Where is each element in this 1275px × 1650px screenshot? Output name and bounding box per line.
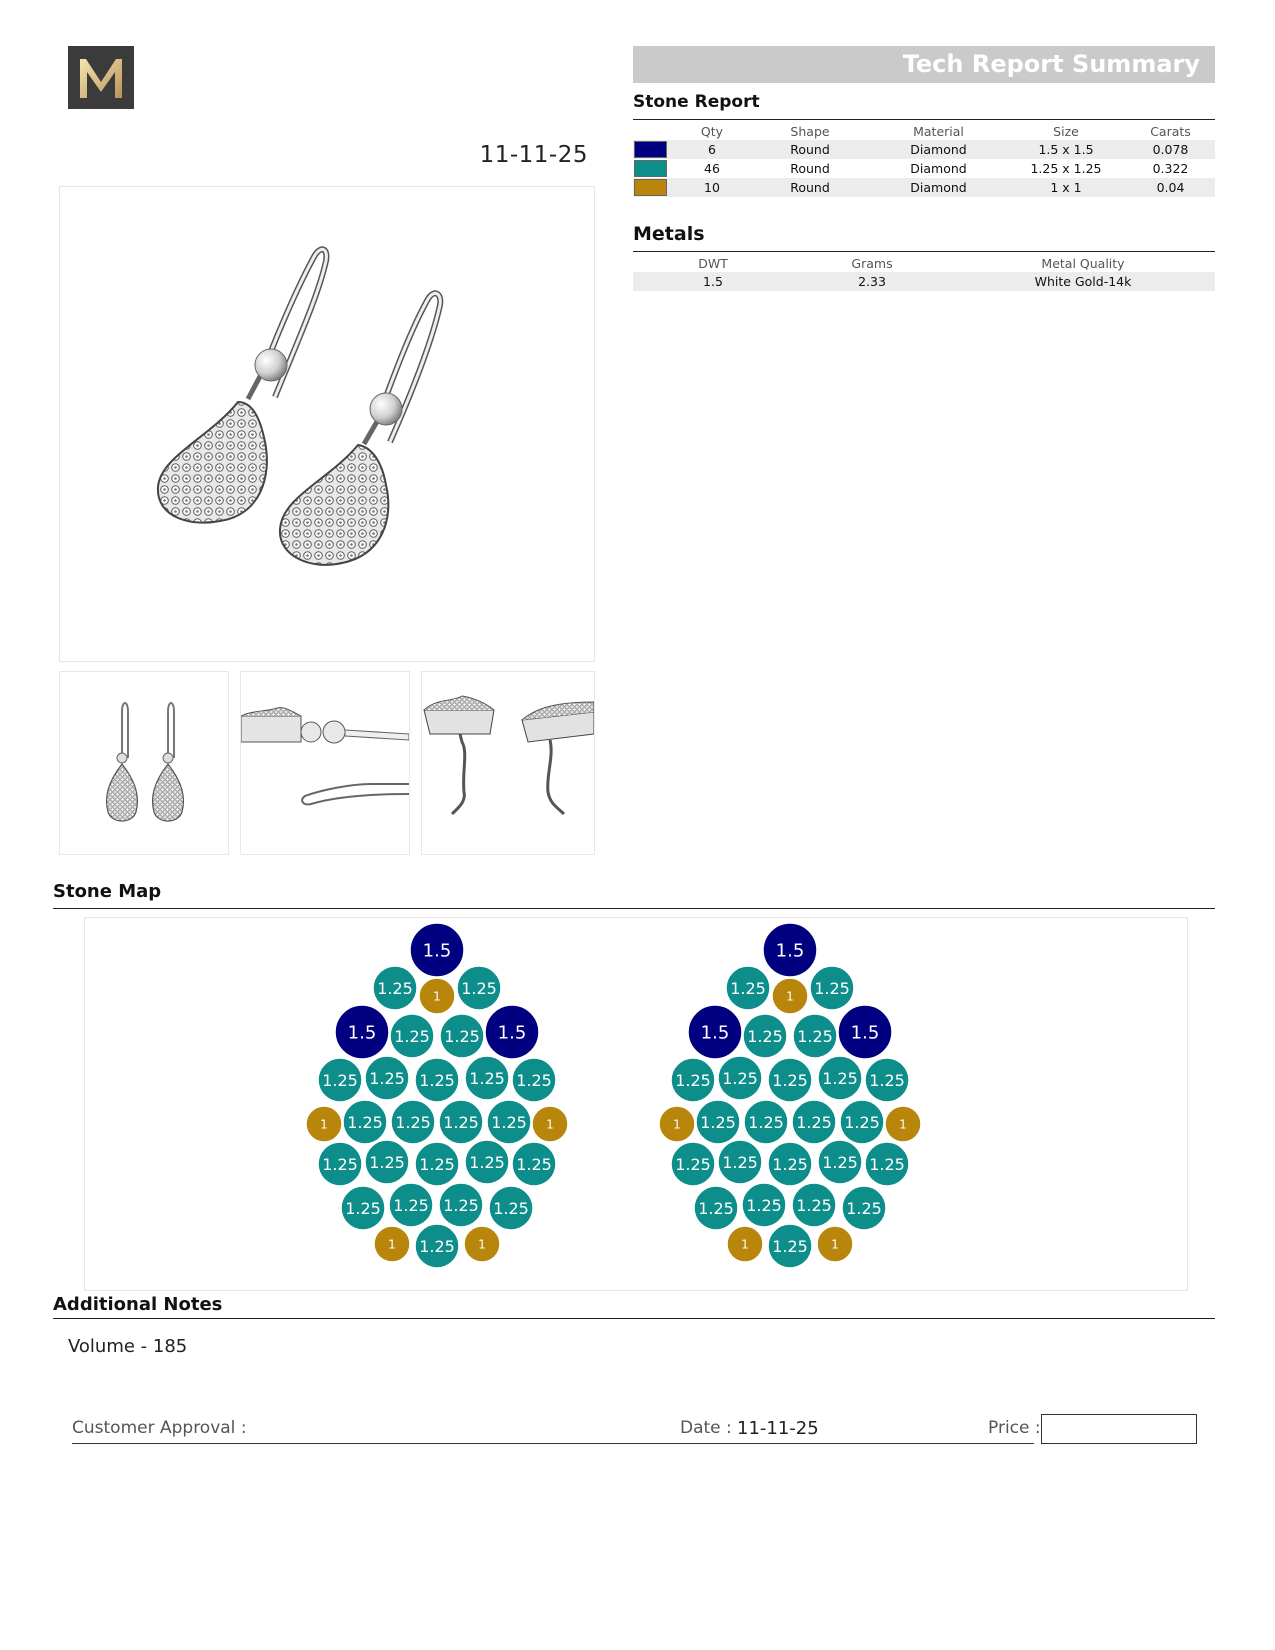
stone-size-label: 1.25 xyxy=(772,1236,808,1256)
notes-text: Volume - 185 xyxy=(68,1336,188,1357)
size-cell: 1.25 x 1.25 xyxy=(1030,161,1102,176)
stone-size-label: 1.25 xyxy=(443,1195,479,1215)
stone-size-label: 1.25 xyxy=(469,1152,505,1172)
stone-map-diagram xyxy=(84,917,1188,1291)
stone-size-label: 1.25 xyxy=(369,1068,405,1088)
thumbnail-front-view[interactable] xyxy=(59,671,229,855)
stone-report-title: Stone Report xyxy=(633,92,760,112)
customer-approval-label: Customer Approval : xyxy=(72,1418,247,1438)
grams-cell: 2.33 xyxy=(793,272,951,291)
stone-size-label: 1 xyxy=(673,1117,681,1132)
stone-size-label: 1.25 xyxy=(869,1154,905,1174)
metal-quality-cell: White Gold-14k xyxy=(951,272,1215,291)
color-swatch xyxy=(634,160,667,177)
stone-size-label: 1 xyxy=(899,1117,907,1132)
stone-size-label: 1.5 xyxy=(700,1022,730,1044)
stone-report-header xyxy=(633,122,1215,140)
metals-divider xyxy=(633,251,1215,252)
stone-size-label: 1.25 xyxy=(369,1152,405,1172)
stone-size-label: 1.25 xyxy=(675,1070,711,1090)
table-row xyxy=(633,140,1215,159)
title-bar xyxy=(633,46,1215,83)
thumb-front-render xyxy=(60,672,228,854)
qty-cell: 46 xyxy=(704,161,720,176)
color-swatch xyxy=(634,179,667,196)
carats-cell: 0.04 xyxy=(1126,178,1215,197)
thumbnail-side-view[interactable] xyxy=(240,671,410,855)
stone-size-label: 1.25 xyxy=(730,978,766,998)
table-row xyxy=(633,272,1215,291)
stone-size-label: 1.25 xyxy=(797,1026,833,1046)
stone-size-label: 1.5 xyxy=(347,1022,377,1044)
stone-size-label: 1.25 xyxy=(746,1195,782,1215)
stone-size-label: 1.25 xyxy=(419,1236,455,1256)
main-product-image xyxy=(59,186,595,662)
stone-size-label: 1.25 xyxy=(419,1154,455,1174)
stone-map-svg xyxy=(85,918,1187,1290)
stone-size-label: 1 xyxy=(831,1237,839,1252)
stone-size-label: 1.25 xyxy=(748,1112,784,1132)
stone-size-label: 1.25 xyxy=(822,1068,858,1088)
stone-size-label: 1.25 xyxy=(347,1112,383,1132)
stone-size-label: 1.25 xyxy=(491,1112,527,1132)
logo-m-icon xyxy=(76,56,126,100)
table-row xyxy=(633,159,1215,178)
stone-size-label: 1.25 xyxy=(394,1026,430,1046)
qty-cell: 10 xyxy=(675,178,749,197)
material-cell: Diamond xyxy=(910,161,967,176)
stone-size-label: 1.25 xyxy=(516,1154,552,1174)
dwt-cell: 1.5 xyxy=(633,272,793,291)
stone-report-divider xyxy=(633,119,1215,120)
qty-cell: 6 xyxy=(675,140,749,159)
stone-size-label: 1.25 xyxy=(675,1154,711,1174)
page-title: Tech Report Summary xyxy=(902,50,1200,78)
shape-cell: Round xyxy=(790,161,830,176)
price-label: Price : xyxy=(988,1418,1041,1438)
col-material: Material xyxy=(913,123,964,139)
stone-size-label: 1.5 xyxy=(497,1022,527,1044)
col-shape: Shape xyxy=(790,123,830,139)
col-color xyxy=(633,122,675,140)
col-dwt: DWT xyxy=(698,255,728,271)
thumb-side-render xyxy=(241,672,409,854)
stone-size-label: 1 xyxy=(478,1237,486,1252)
carats-cell: 0.078 xyxy=(1126,140,1215,159)
stone-size-label: 1 xyxy=(546,1117,554,1132)
col-carats: Carats xyxy=(1150,123,1191,139)
thumbnail-profile-view[interactable] xyxy=(421,671,595,855)
color-swatch xyxy=(634,141,667,158)
approval-signature-line[interactable] xyxy=(72,1443,1034,1444)
stone-report-table xyxy=(633,122,1215,197)
stone-map-divider xyxy=(53,908,1215,909)
stone-size-label: 1.25 xyxy=(493,1198,529,1218)
approval-date-value: 11-11-25 xyxy=(737,1418,819,1439)
stone-size-label: 1.25 xyxy=(322,1070,358,1090)
stone-size-label: 1.25 xyxy=(814,978,850,998)
stone-size-label: 1 xyxy=(741,1237,749,1252)
stone-size-label: 1.25 xyxy=(345,1198,381,1218)
notes-divider xyxy=(53,1318,1215,1319)
stone-size-label: 1.25 xyxy=(419,1070,455,1090)
stone-size-label: 1.25 xyxy=(822,1152,858,1172)
stone-size-label: 1.25 xyxy=(796,1112,832,1132)
stone-size-label: 1.25 xyxy=(796,1195,832,1215)
stone-size-label: 1.25 xyxy=(772,1070,808,1090)
stone-size-label: 1.25 xyxy=(395,1112,431,1132)
approval-date-label: Date : xyxy=(680,1418,732,1438)
shape-cell: Round xyxy=(749,140,871,159)
document-date: 11-11-25 xyxy=(479,142,588,168)
company-logo xyxy=(68,46,134,109)
stone-size-label: 1.5 xyxy=(850,1022,880,1044)
stone-size-label: 1.5 xyxy=(775,940,805,962)
stone-size-label: 1 xyxy=(433,989,441,1004)
stone-size-label: 1.25 xyxy=(700,1112,736,1132)
col-grams: Grams xyxy=(851,255,893,271)
shape-cell: Round xyxy=(749,178,871,197)
stone-size-label: 1.25 xyxy=(722,1152,758,1172)
stone-size-label: 1.25 xyxy=(516,1070,552,1090)
col-qty: Qty xyxy=(700,123,724,139)
earrings-render xyxy=(60,187,594,661)
stone-size-label: 1 xyxy=(320,1117,328,1132)
col-metal-quality: Metal Quality xyxy=(1041,255,1125,271)
stone-size-label: 1.25 xyxy=(469,1068,505,1088)
table-row xyxy=(633,178,1215,197)
stone-size-label: 1.25 xyxy=(698,1198,734,1218)
price-field[interactable] xyxy=(1041,1414,1197,1444)
size-cell: 1 x 1 xyxy=(1006,178,1126,197)
material-cell: Diamond xyxy=(871,140,1006,159)
carats-cell: 0.322 xyxy=(1152,161,1189,176)
stone-map-title: Stone Map xyxy=(53,881,162,902)
stone-size-label: 1.25 xyxy=(443,1112,479,1132)
stone-size-label: 1 xyxy=(786,989,794,1004)
metals-table xyxy=(633,254,1215,291)
col-size: Size xyxy=(1053,123,1079,139)
stone-map-earring-1 xyxy=(306,923,568,1268)
notes-title: Additional Notes xyxy=(53,1294,223,1315)
stone-size-label: 1.25 xyxy=(322,1154,358,1174)
stone-size-label: 1.25 xyxy=(393,1195,429,1215)
stone-size-label: 1.25 xyxy=(844,1112,880,1132)
stone-size-label: 1.25 xyxy=(846,1198,882,1218)
size-cell: 1.5 x 1.5 xyxy=(1006,140,1126,159)
stone-size-label: 1.5 xyxy=(422,940,452,962)
stone-size-label: 1.25 xyxy=(461,978,497,998)
stone-size-label: 1 xyxy=(388,1237,396,1252)
metals-header xyxy=(633,254,1215,272)
stone-size-label: 1.25 xyxy=(869,1070,905,1090)
stone-map-earring-2 xyxy=(659,923,921,1268)
stone-size-label: 1.25 xyxy=(722,1068,758,1088)
stone-size-label: 1.25 xyxy=(747,1026,783,1046)
metals-title: Metals xyxy=(633,223,705,245)
stone-size-label: 1.25 xyxy=(377,978,413,998)
stone-size-label: 1.25 xyxy=(444,1026,480,1046)
stone-size-label: 1.25 xyxy=(772,1154,808,1174)
thumb-profile-render xyxy=(422,672,594,854)
material-cell: Diamond xyxy=(871,178,1006,197)
